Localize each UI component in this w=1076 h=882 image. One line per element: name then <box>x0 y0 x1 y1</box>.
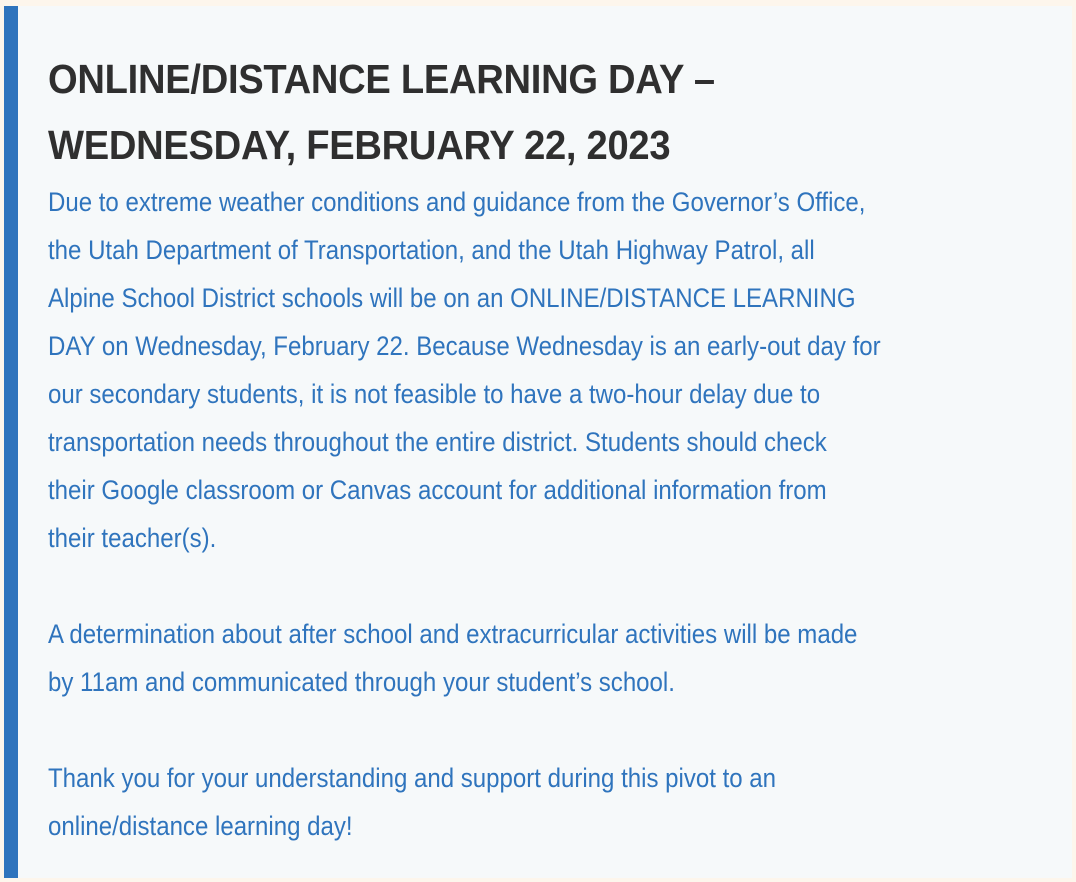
body-line: Alpine School District schools will be on an ONLINE/DISTANCE LEARNING <box>48 283 856 313</box>
body-line: their Google classroom or Canvas account for additional information from <box>48 475 827 505</box>
body-line: our secondary students, it is not feasible to have a two-hour delay due to <box>48 379 821 409</box>
title-line-1: ONLINE/DISTANCE LEARNING DAY – <box>48 56 715 102</box>
body-line: transportation needs throughout the entire district. Students should check <box>48 427 827 457</box>
accent-bar <box>4 6 18 878</box>
notice-content <box>48 46 1048 850</box>
body-line: online/distance learning day! <box>48 811 353 841</box>
body-line: their teacher(s). <box>48 523 217 553</box>
body-line: Thank you for your understanding and support during this pivot to an <box>48 763 777 793</box>
body-line: DAY on Wednesday, February 22. Because Wednesday is an early-out day for <box>48 331 881 361</box>
body-line: A determination about after school and extracurricular activities will be made <box>48 619 858 649</box>
body-line: the Utah Department of Transportation, and the Utah Highway Patrol, all <box>48 235 815 265</box>
paragraph-spacer <box>48 562 1048 610</box>
title-line-2: WEDNESDAY, FEBRUARY 22, 2023 <box>48 122 671 168</box>
body-line: by 11am and communicated through your student’s school. <box>48 667 675 697</box>
notice-card <box>4 6 1072 878</box>
body-line: Due to extreme weather conditions and guidance from the Governor’s Office, <box>48 187 866 217</box>
paragraph-weather-closure <box>48 178 1036 562</box>
notice-body <box>48 178 1048 850</box>
paragraph-spacer <box>48 706 1048 754</box>
notice-title <box>48 46 1025 178</box>
paragraph-thank-you <box>48 754 1036 850</box>
paragraph-activities <box>48 610 1036 706</box>
